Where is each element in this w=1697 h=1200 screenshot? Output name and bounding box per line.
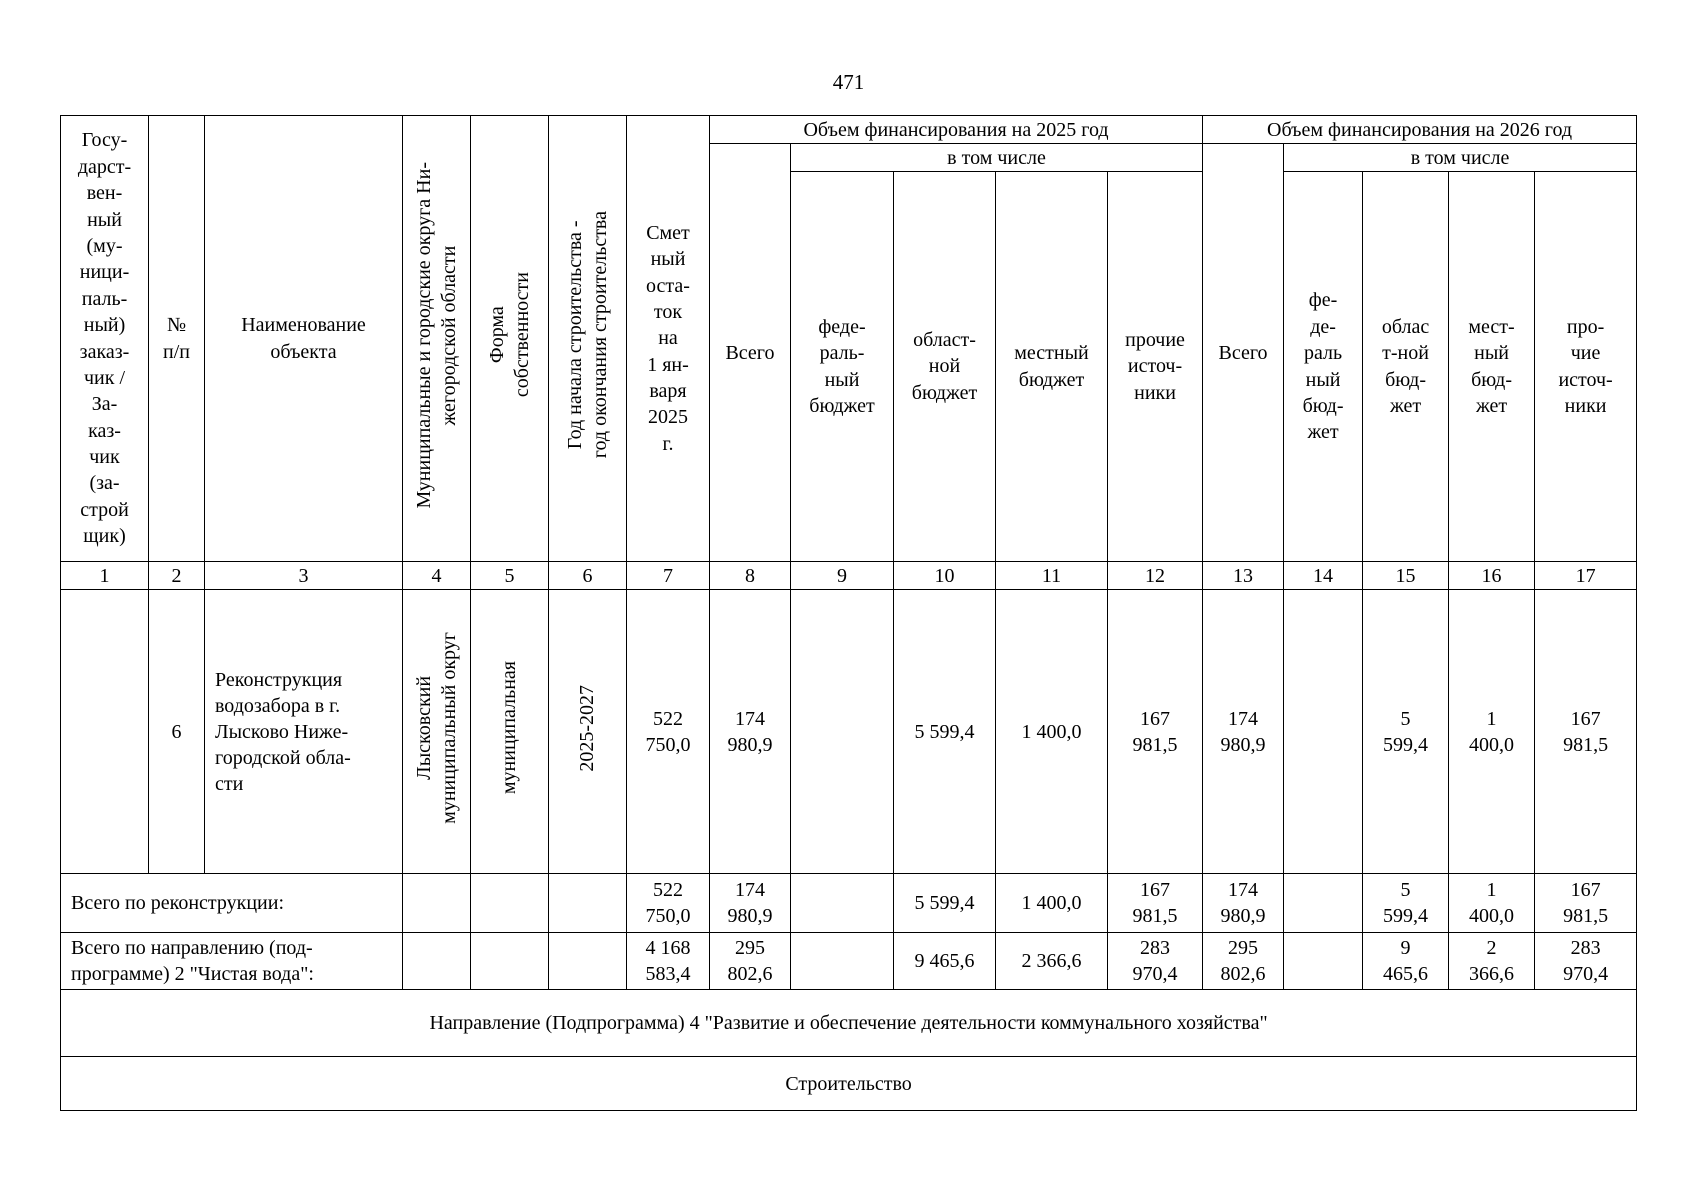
header-regional-2026: облас т-ной бюд- жет <box>1363 172 1449 562</box>
header-local-2026: мест- ный бюд- жет <box>1449 172 1535 562</box>
column-numbers-row <box>61 562 1637 590</box>
total-reconstruction-other-2026: 167 981,5 <box>1535 874 1637 933</box>
financing-table <box>60 115 1637 1111</box>
header-including-2026: в том числе <box>1284 144 1637 172</box>
total-direction-other-2025: 283 970,4 <box>1108 933 1203 990</box>
total-reconstruction-local-2026: 1 400,0 <box>1449 874 1535 933</box>
total-direction-estimate: 4 168 583,4 <box>627 933 710 990</box>
total-reconstruction-federal-2026 <box>1284 874 1363 933</box>
column-number: 7 <box>627 562 710 590</box>
object-federal-2025 <box>791 590 894 874</box>
total-reconstruction-local-2025: 1 400,0 <box>996 874 1108 933</box>
total-direction-regional-2026: 9 465,6 <box>1363 933 1449 990</box>
column-number: 14 <box>1284 562 1363 590</box>
total-reconstruction-label: Всего по реконструкции: <box>61 874 403 933</box>
object-name: Реконструкция водозабора в г. Лысково Ниже- городской обла- сти <box>205 590 403 874</box>
header-ownership: Форма собственности <box>485 272 533 398</box>
object-ownership: муниципальная <box>498 661 520 795</box>
object-regional-2025: 5 599,4 <box>894 590 996 874</box>
empty-cell <box>403 933 471 990</box>
header-local-2025: местный бюджет <box>996 172 1108 562</box>
header-number: № п/п <box>149 116 205 562</box>
column-number: 5 <box>471 562 549 590</box>
section-construction: Строительство <box>61 1057 1637 1111</box>
column-number: 1 <box>61 562 149 590</box>
total-direction-local-2025: 2 366,6 <box>996 933 1108 990</box>
total-direction-local-2026: 2 366,6 <box>1449 933 1535 990</box>
column-number: 16 <box>1449 562 1535 590</box>
column-number: 9 <box>791 562 894 590</box>
column-number: 12 <box>1108 562 1203 590</box>
section-construction-row <box>61 1057 1637 1111</box>
total-reconstruction-total-2026: 174 980,9 <box>1203 874 1284 933</box>
section-subprogram-row <box>61 990 1637 1057</box>
total-direction-federal-2026 <box>1284 933 1363 990</box>
column-number: 4 <box>403 562 471 590</box>
header-customer: Госу- дарст- вен- ный (му- ници- паль- ный) заказ- чик / За- каз- чик (за- строй щик) <box>61 116 149 562</box>
total-reconstruction-regional-2025: 5 599,4 <box>894 874 996 933</box>
object-other-2026: 167 981,5 <box>1535 590 1637 874</box>
header-regional-2025: област- ной бюджет <box>894 172 996 562</box>
column-number: 17 <box>1535 562 1637 590</box>
empty-cell <box>549 933 627 990</box>
total-reconstruction-estimate: 522 750,0 <box>627 874 710 933</box>
column-number: 11 <box>996 562 1108 590</box>
header-years: Год начала строительства - год окончания строительства <box>563 211 611 459</box>
column-number: 10 <box>894 562 996 590</box>
column-number: 8 <box>710 562 791 590</box>
header-other-2026: про- чие источ- ники <box>1535 172 1637 562</box>
total-reconstruction-federal-2025 <box>791 874 894 933</box>
header-total-2026: Всего <box>1203 144 1284 562</box>
total-direction-row <box>61 933 1637 990</box>
object-row <box>61 590 1637 874</box>
section-subprogram: Направление (Подпрограмма) 4 "Развитие и обеспечение деятельности коммунального хозяйства" <box>61 990 1637 1057</box>
total-reconstruction-row <box>61 874 1637 933</box>
header-including-2025: в том числе <box>791 144 1203 172</box>
object-local-2025: 1 400,0 <box>996 590 1108 874</box>
object-other-2025: 167 981,5 <box>1108 590 1203 874</box>
object-regional-2026: 5 599,4 <box>1363 590 1449 874</box>
total-reconstruction-regional-2026: 5 599,4 <box>1363 874 1449 933</box>
empty-cell <box>471 874 549 933</box>
object-years-cell <box>549 590 627 874</box>
object-total-2025: 174 980,9 <box>710 590 791 874</box>
object-customer <box>61 590 149 874</box>
page-number: 471 <box>832 70 865 94</box>
header-group-2025: Объем финансирования на 2025 год <box>710 116 1203 144</box>
object-district: Лысковский муниципальный округ <box>412 632 460 824</box>
object-number: 6 <box>149 590 205 874</box>
object-years: 2025-2027 <box>576 684 598 772</box>
header-other-2025: прочие источ- ники <box>1108 172 1203 562</box>
total-direction-total-2026: 295 802,6 <box>1203 933 1284 990</box>
column-number: 6 <box>549 562 627 590</box>
column-number: 15 <box>1363 562 1449 590</box>
column-number: 3 <box>205 562 403 590</box>
empty-cell <box>403 874 471 933</box>
header-federal-2026: фе- де- раль ный бюд- жет <box>1284 172 1363 562</box>
total-direction-regional-2025: 9 465,6 <box>894 933 996 990</box>
header-estimate-balance: Смет ный оста- ток на 1 ян- варя 2025 г. <box>627 116 710 562</box>
header-object-name: Наименование объекта <box>205 116 403 562</box>
object-district-cell <box>403 590 471 874</box>
header-district-cell <box>403 116 471 562</box>
header-group-2026: Объем финансирования на 2026 год <box>1203 116 1637 144</box>
total-reconstruction-total-2025: 174 980,9 <box>710 874 791 933</box>
object-estimate-balance: 522 750,0 <box>627 590 710 874</box>
header-years-cell <box>549 116 627 562</box>
header-district: Муниципальные и городские округа Ни- жегородской области <box>412 161 460 509</box>
total-direction-federal-2025 <box>791 933 894 990</box>
total-reconstruction-other-2025: 167 981,5 <box>1108 874 1203 933</box>
header-total-2025: Всего <box>710 144 791 562</box>
total-direction-total-2025: 295 802,6 <box>710 933 791 990</box>
empty-cell <box>471 933 549 990</box>
column-number: 2 <box>149 562 205 590</box>
object-federal-2026 <box>1284 590 1363 874</box>
total-direction-label: Всего по направлению (под- программе) 2 "Чистая вода": <box>61 933 403 990</box>
object-local-2026: 1 400,0 <box>1449 590 1535 874</box>
column-number: 13 <box>1203 562 1284 590</box>
empty-cell <box>549 874 627 933</box>
total-direction-other-2026: 283 970,4 <box>1535 933 1637 990</box>
header-federal-2025: феде- раль- ный бюджет <box>791 172 894 562</box>
header-ownership-cell <box>471 116 549 562</box>
object-ownership-cell <box>471 590 549 874</box>
object-total-2026: 174 980,9 <box>1203 590 1284 874</box>
